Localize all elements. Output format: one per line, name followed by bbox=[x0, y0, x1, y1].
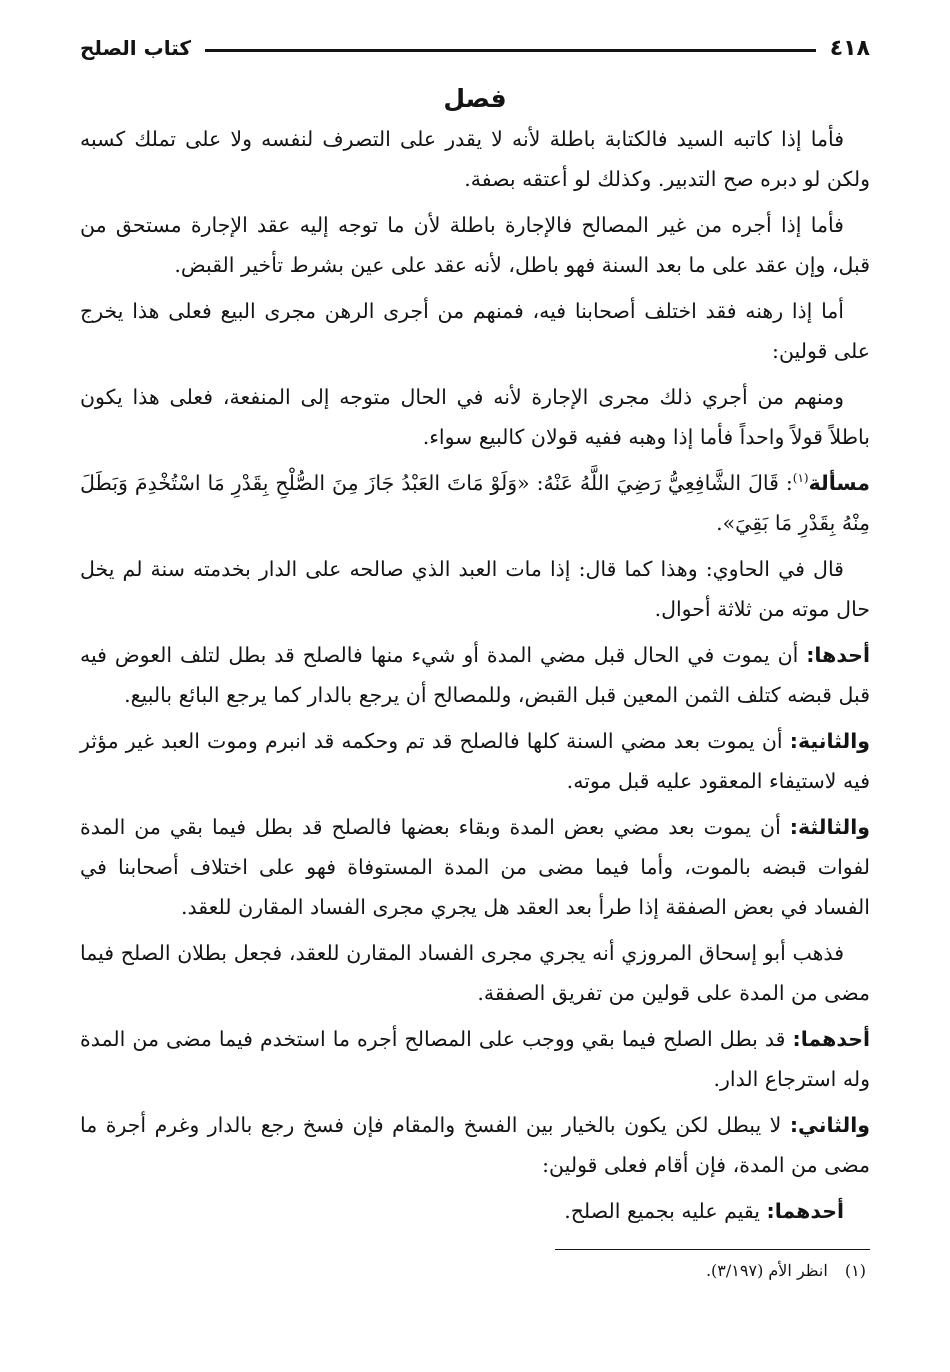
paragraph-text: قال في الحاوي: وهذا كما قال: إذا مات العبد الذي صالحه على الدار بخدمته سنة لم يخل حال موته من ثلاثة أحوال. bbox=[80, 557, 870, 621]
paragraph bbox=[80, 119, 870, 199]
paragraph-text: أما إذا رهنه فقد اختلف أصحابنا فيه، فمنهم من أجرى الرهن مجرى البيع فعلى هذا يخرج على قولين: bbox=[80, 299, 870, 363]
paragraph-text: فذهب أبو إسحاق المروزي أنه يجري مجرى الفساد المقارن للعقد، فجعل بطلان الصلح فيما مضى من المدة على قولين من تفريق الصفقة. bbox=[80, 941, 870, 1005]
footnote-ref: (١) bbox=[792, 471, 809, 486]
paragraph-lead: والثالثة: bbox=[789, 815, 870, 839]
running-title: كتاب الصلح bbox=[80, 36, 192, 60]
paragraph-text: قد بطل الصلح فيما بقي ووجب على المصالح أجره ما استخدم فيما مضى من المدة وله استرجاع الدار. bbox=[80, 1027, 870, 1091]
paragraph-lead: والثاني: bbox=[789, 1113, 870, 1137]
paragraph-text: : قَالَ الشَّافِعِيُّ رَضِيَ اللَّهُ عَنْهُ: «وَلَوْ مَاتَ العَبْدُ جَازَ مِنَ الصُّلْحِ بِقَدْرِ مَا اسْتُخْدِمَ وَبَطَلَ مِنْهُ بِقَدْرِ مَا بَقِيَ». bbox=[80, 471, 870, 535]
paragraph-text: أن يموت بعد مضي بعض المدة وبقاء بعضها فالصلح قد بطل فيما بقي من المدة لفوات قبضه بالموت، وأما فيما مضى من المدة المستوفاة فهو على اختلاف أصحابنا في الفساد في بعض الصفقة إذا طرأ بعد العقد هل يجري مجرى الفساد المقارن للعقد. bbox=[80, 815, 870, 919]
paragraph-text: يقيم عليه بجميع الصلح. bbox=[564, 1199, 767, 1223]
paragraph-lead: مسألة bbox=[808, 471, 870, 495]
page-header bbox=[80, 28, 870, 68]
paragraph-text: فأما إذا كاتبه السيد فالكتابة باطلة لأنه لا يقدر على التصرف لنفسه ولا على تملك كسبه ولكن لو دبره صح التدبير. وكذلك لو أعتقه بصفة. bbox=[80, 127, 870, 191]
footnote-rule bbox=[555, 1249, 870, 1250]
paragraph bbox=[80, 1191, 870, 1231]
paragraph bbox=[80, 807, 870, 927]
paragraph-lead: أحدهما: bbox=[792, 1027, 870, 1051]
paragraph bbox=[80, 377, 870, 457]
paragraph bbox=[80, 1105, 870, 1185]
paragraph-lead: أحدهما: bbox=[766, 1199, 844, 1223]
paragraph bbox=[80, 721, 870, 801]
paragraph-lead: أحدها: bbox=[806, 643, 870, 667]
paragraph bbox=[80, 549, 870, 629]
paragraph-lead: والثانية: bbox=[789, 729, 870, 753]
paragraph bbox=[80, 291, 870, 371]
paragraph bbox=[80, 933, 870, 1013]
paragraph bbox=[80, 205, 870, 285]
paragraph bbox=[80, 1019, 870, 1099]
page-number: ٤١٨ bbox=[829, 35, 870, 61]
paragraph bbox=[80, 635, 870, 715]
main-text bbox=[80, 119, 870, 1231]
footnote bbox=[80, 1258, 870, 1284]
paragraph-text: أن يموت في الحال قبل مضي المدة أو شيء منها فالصلح قد بطل لتلف العوض فيه قبل قبضه كتلف الثمن المعين قبل القبض، وللمصالح أن يرجع بالدار كما يرجع البائع بالبيع. bbox=[80, 643, 870, 707]
paragraph bbox=[80, 463, 870, 543]
paragraph-text: لا يبطل لكن يكون بالخيار بين الفسخ والمقام فإن فسخ رجع بالدار وغرم أجرة ما مضى من المدة، فإن أقام فعلى قولين: bbox=[80, 1113, 870, 1177]
section-title: فصل bbox=[443, 84, 507, 113]
paragraph-text: فأما إذا أجره من غير المصالح فالإجارة باطلة لأن ما توجه إليه عقد الإجارة مستحق من قبل، وإن عقد على ما بعد السنة فهو باطل، لأنه عقد على عين بشرط تأخير القبض. bbox=[80, 213, 870, 277]
paragraph-text: أن يموت بعد مضي السنة كلها فالصلح قد تم وحكمه قد انبرم وموت العبد غير مؤثر فيه لاستيفاء المعقود عليه قبل موته. bbox=[80, 729, 870, 793]
header-rule bbox=[205, 49, 816, 52]
footnote-number: (١) bbox=[844, 1261, 866, 1280]
footnote-text: انظر الأم (٣/١٩٧). bbox=[705, 1261, 828, 1280]
paragraph-text: ومنهم من أجري ذلك مجرى الإجارة لأنه في الحال متوجه إلى المنفعة، فعلى هذا يكون باطلاً قولاً واحداً فأما إذا وهبه ففيه قولان كالبيع سواء. bbox=[80, 385, 870, 449]
